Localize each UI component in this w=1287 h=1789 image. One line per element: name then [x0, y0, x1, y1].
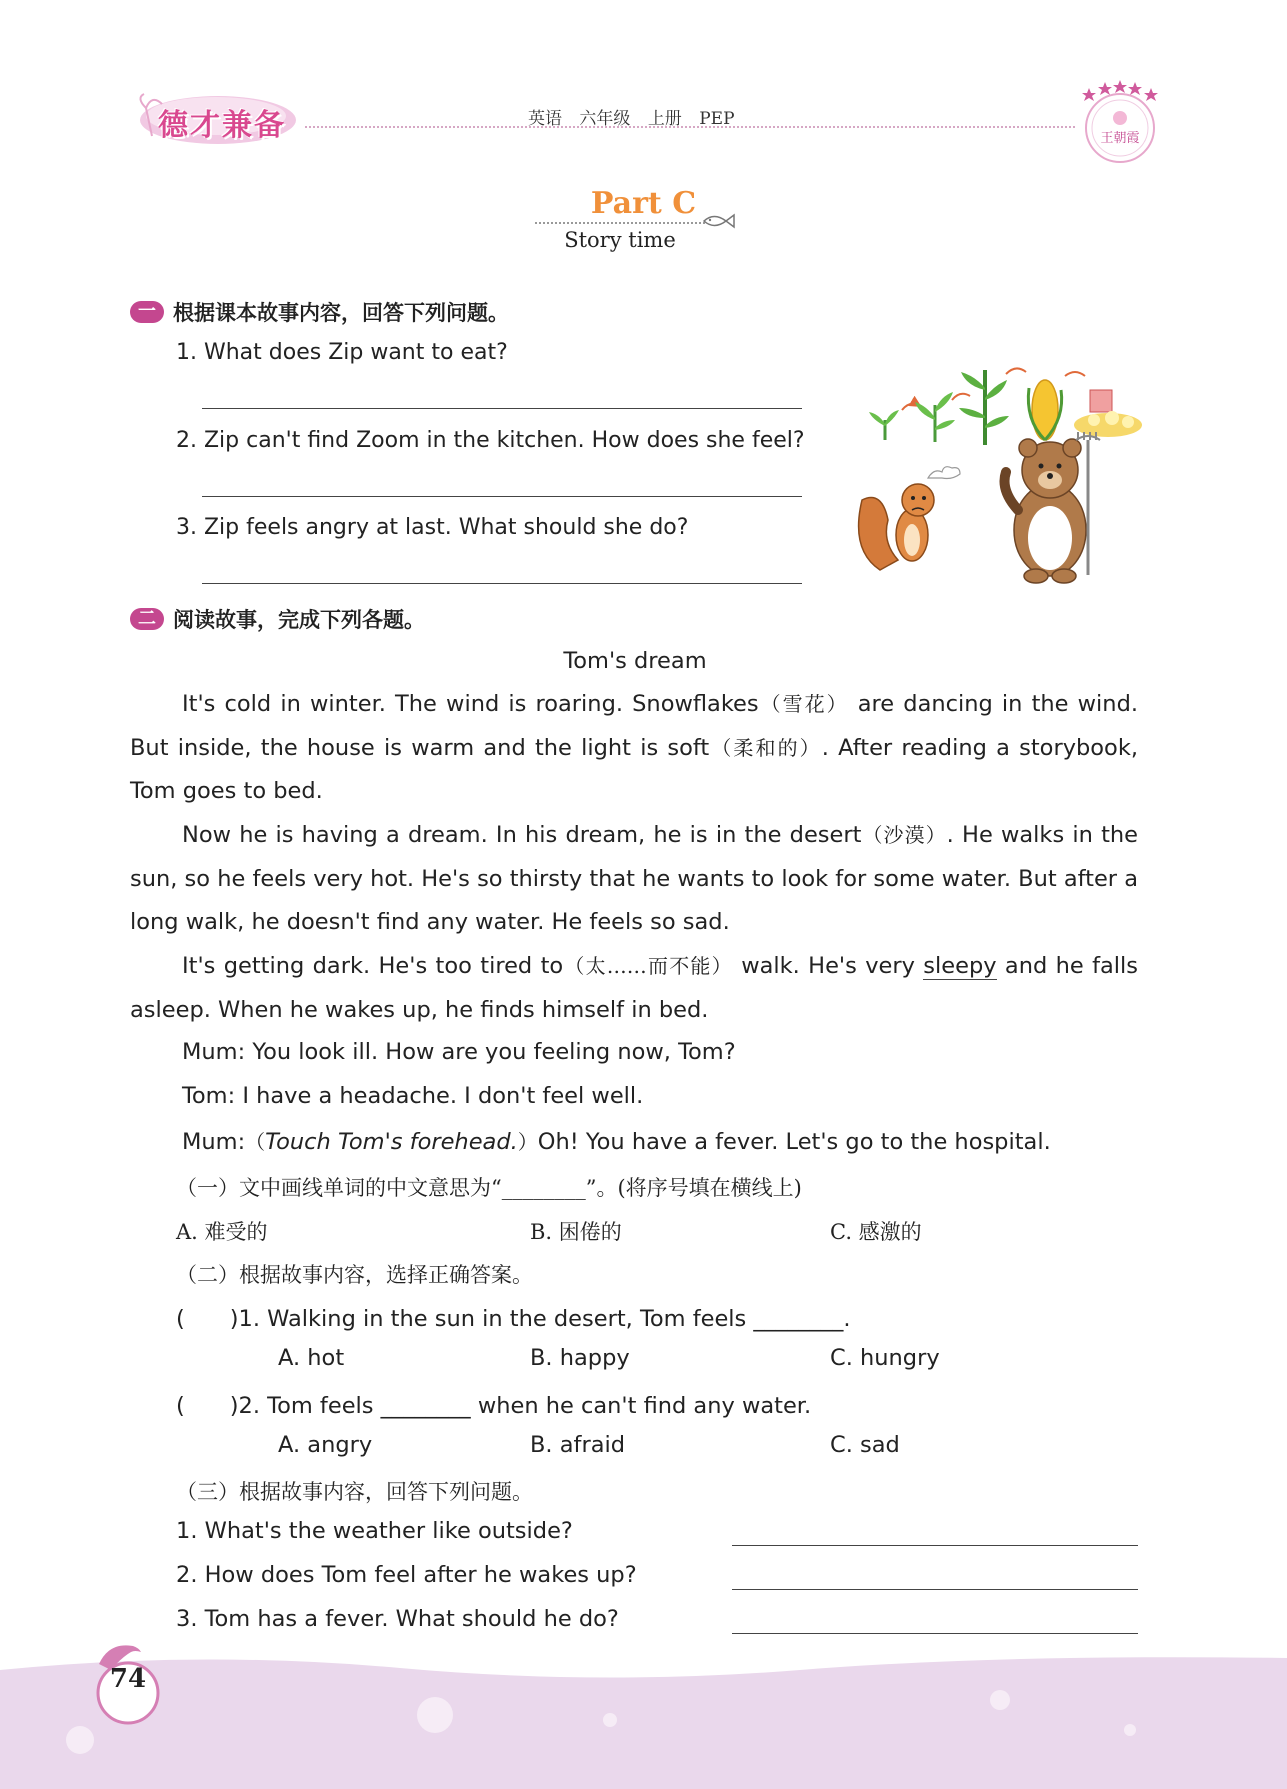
- s1-question-3: 3. Zip feels angry at last. What should she do?: [176, 515, 689, 540]
- p2-text-a: Now he is having a dream. In his dream, he is in the desert: [182, 822, 862, 848]
- title-rule: [535, 222, 705, 224]
- corn-cob-icon: [1028, 380, 1061, 440]
- popcorn-icon: [1074, 390, 1142, 437]
- squirrel-zip-icon: [859, 467, 960, 570]
- section2-badge: 二: [130, 608, 164, 630]
- plant-sprout-icon: [869, 410, 899, 440]
- header-volume: 上册: [647, 109, 682, 129]
- story-paragraph-3: [130, 945, 1138, 1032]
- sub3-answer-line-3[interactable]: [732, 1633, 1138, 1634]
- s1-answer-line-3[interactable]: [202, 583, 802, 584]
- sub2-q1-option-a[interactable]: A. hot: [278, 1345, 345, 1371]
- p3-gloss-too: （太……而不能）: [563, 954, 733, 978]
- dialog3-text: Oh! You have a fever. Let's go to the hospital.: [537, 1129, 1051, 1155]
- dialog3-stage-direction: Touch Tom's forehead.: [265, 1129, 518, 1155]
- corn-plant-icon: [959, 370, 1009, 445]
- p2-gloss-desert: （沙漠）: [861, 823, 947, 847]
- s1-answer-line-2[interactable]: [202, 496, 802, 497]
- svg-text:王朝霞: 王朝霞: [1100, 131, 1140, 146]
- sub2-q2-option-c[interactable]: C. sad: [830, 1432, 900, 1458]
- p1-text-a: It's cold in winter. The wind is roaring. Snowflakes: [182, 691, 759, 717]
- p3-text-c: and he falls asleep. When he wakes up, he finds himself in bed.: [130, 953, 1139, 1023]
- sub3-question-2: 2. How does Tom feel after he wakes up?: [176, 1562, 637, 1588]
- sub3-instruction: （三）根据故事内容，回答下列问题。: [176, 1480, 533, 1504]
- p3-text-a: It's getting dark. He's too tired to: [182, 953, 564, 979]
- sub1-instruction: （一）文中画线单词的中文意思为“________”。(将序号填在横线上): [176, 1176, 802, 1200]
- header-subject: 英语: [528, 109, 562, 129]
- sub2-q2-option-a[interactable]: A. angry: [278, 1432, 373, 1458]
- section1-instruction: 根据课本故事内容，回答下列问题。: [173, 301, 509, 325]
- sub3-question-1: 1. What's the weather like outside?: [176, 1518, 573, 1544]
- sub2-instruction: （二）根据故事内容，选择正确答案。: [176, 1263, 533, 1287]
- sub2-q1-option-c[interactable]: C. hungry: [830, 1345, 940, 1371]
- brand-logo-text: 德才兼备: [158, 108, 286, 143]
- page-number: 74: [109, 1664, 147, 1694]
- p3-text-b: walk. He's very: [732, 953, 924, 979]
- header-edition: PEP: [699, 109, 735, 129]
- header-grade: 六年级: [579, 109, 631, 129]
- header-meta: [528, 104, 735, 129]
- p1-gloss-snowflakes: （雪花）: [758, 692, 849, 716]
- dialog-line-3: [182, 1126, 1051, 1155]
- publisher-seal-icon: [1075, 78, 1165, 168]
- sub1-option-a[interactable]: A. 难受的: [176, 1220, 268, 1244]
- story-title: Tom's dream: [563, 648, 707, 674]
- dialog3-speaker: Mum:: [182, 1129, 246, 1155]
- section1-badge: 一: [130, 301, 164, 323]
- sub3-answer-line-1[interactable]: [732, 1545, 1138, 1546]
- p1-text-c: . After reading a storybook, Tom goes to bed.: [130, 734, 1139, 805]
- footer-decoration: [0, 1640, 1287, 1789]
- part-title: Part C: [590, 186, 697, 221]
- p1-text-b: are dancing in the wind. But inside, the house is warm and the light is soft: [130, 691, 1139, 761]
- part-subtitle: Story time: [564, 228, 676, 252]
- sub2-question-2: ( )2. Tom feels ________ when he can't find any water.: [176, 1393, 812, 1419]
- sub3-question-3: 3. Tom has a fever. What should he do?: [176, 1606, 619, 1632]
- sub3-answer-line-2[interactable]: [732, 1589, 1138, 1590]
- s1-answer-line-1[interactable]: [202, 408, 802, 409]
- bear-zoom-icon: [1005, 432, 1101, 583]
- sub1-option-c[interactable]: C. 感激的: [830, 1220, 922, 1244]
- s1-question-1: 1. What does Zip want to eat?: [176, 340, 508, 365]
- p2-text-b: . He walks in the sun, so he feels very hot. He's so thirsty that he wants to look for some water. But after a long walk, he doesn't find any water. He feels so sad.: [130, 822, 1138, 936]
- sub1-option-b[interactable]: B. 困倦的: [530, 1220, 622, 1244]
- dialog3-paren-close: ）: [517, 1130, 538, 1154]
- sub2-q2-option-b[interactable]: B. afraid: [530, 1432, 626, 1458]
- p1-gloss-soft: （柔和的）: [709, 735, 822, 760]
- story-paragraph-1: [130, 683, 1138, 814]
- dialog3-paren-open: （: [245, 1130, 266, 1154]
- story-paragraph-2: [130, 814, 1138, 945]
- sub2-q1-option-b[interactable]: B. happy: [530, 1345, 630, 1371]
- dialog-line-2: Tom: I have a headache. I don't feel well.: [182, 1083, 644, 1109]
- sub2-question-1: ( )1. Walking in the sun in the desert, Tom feels ________.: [176, 1306, 851, 1332]
- section2-instruction: 阅读故事，完成下列各题。: [173, 608, 425, 632]
- story-illustration: [850, 360, 1150, 590]
- plant-young-icon: [915, 392, 955, 442]
- underlined-word-sleepy: sleepy: [923, 953, 997, 979]
- dialog-line-1: Mum: You look ill. How are you feeling now, Tom?: [182, 1039, 736, 1065]
- s1-question-2: 2. Zip can't find Zoom in the kitchen. How does she feel?: [176, 428, 805, 453]
